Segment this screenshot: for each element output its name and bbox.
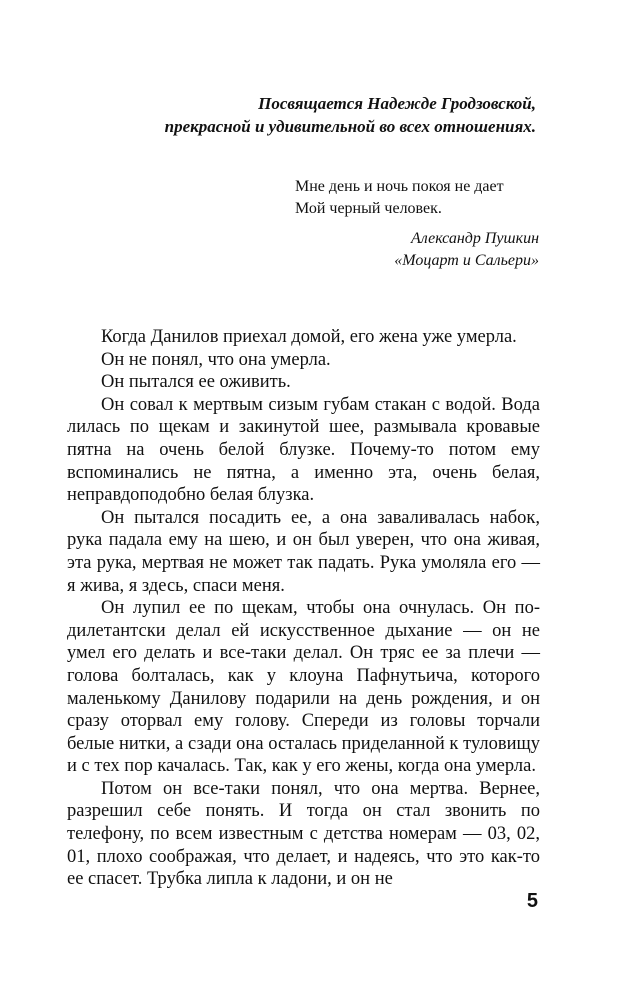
- paragraph: Когда Данилов приехал домой, его жена уже умерла.: [101, 327, 517, 347]
- epigraph-attribution: [295, 228, 539, 272]
- dedication-line: прекрасной и удивительной во всех отношениях.: [164, 117, 536, 136]
- paragraph: Он пытался посадить ее, а она заваливалась набок, рука падала ему на шею, и он был уверен, что она живая, эта рука, мертвая не может так падать. Рука умоляла его — я жива, я здесь, спаси меня.: [67, 507, 540, 596]
- paragraph: Он пытался ее оживить.: [101, 372, 291, 393]
- body-text: [67, 326, 540, 891]
- paragraph: Потом он все-таки понял, что она мертва. Вернее, разрешил себе понять. И тогда он стал звонить по телефону, по всем известным с детства номерам — 03, 02, 01, плохо соображая, что делает, и надеясь, что это как-то ее спасет. Трубка липла к ладони, и он не: [67, 778, 540, 890]
- epigraph-work: «Моцарт и Сальери»: [394, 252, 539, 269]
- paragraph: Он не понял, что она умерла.: [101, 349, 331, 370]
- paragraph: Он совал к мертвым сизым губам стакан с водой. Вода лилась по щекам и закинутой шее, размывала кровавые пятна на очень белой блузке. Почему-то потом ему вспоминались не пятна, а именно эта, очень белая, неправдоподобно белая блузка.: [67, 394, 540, 506]
- epigraph-verse-line: Мне день и ночь покоя не дает: [295, 178, 504, 195]
- dedication-line: Посвящается Надежде Гродзовской,: [258, 94, 536, 113]
- page-number: 5: [526, 890, 538, 912]
- epigraph-author: Александр Пушкин: [411, 230, 539, 247]
- dedication: [165, 92, 536, 138]
- epigraph: [295, 176, 539, 272]
- epigraph-verse-line: Мой черный человек.: [295, 200, 442, 217]
- epigraph-verse: [295, 176, 539, 220]
- paragraph: Он лупил ее по щекам, чтобы она очнулась. Он по-дилетантски делал ей искусственное дыхание — он не умел его делать и все-таки делал. Он тряс ее за плечи — голова болталась, как у клоуна Пафнутьича, которого маленькому Данилову подарили на день рождения, и он сразу оторвал ему голову. Спереди из головы торчали белые нитки, а сзади она осталась приделанной к туловищу и с тех пор качалась. Так, как у его жены, когда она умерла.: [67, 598, 540, 777]
